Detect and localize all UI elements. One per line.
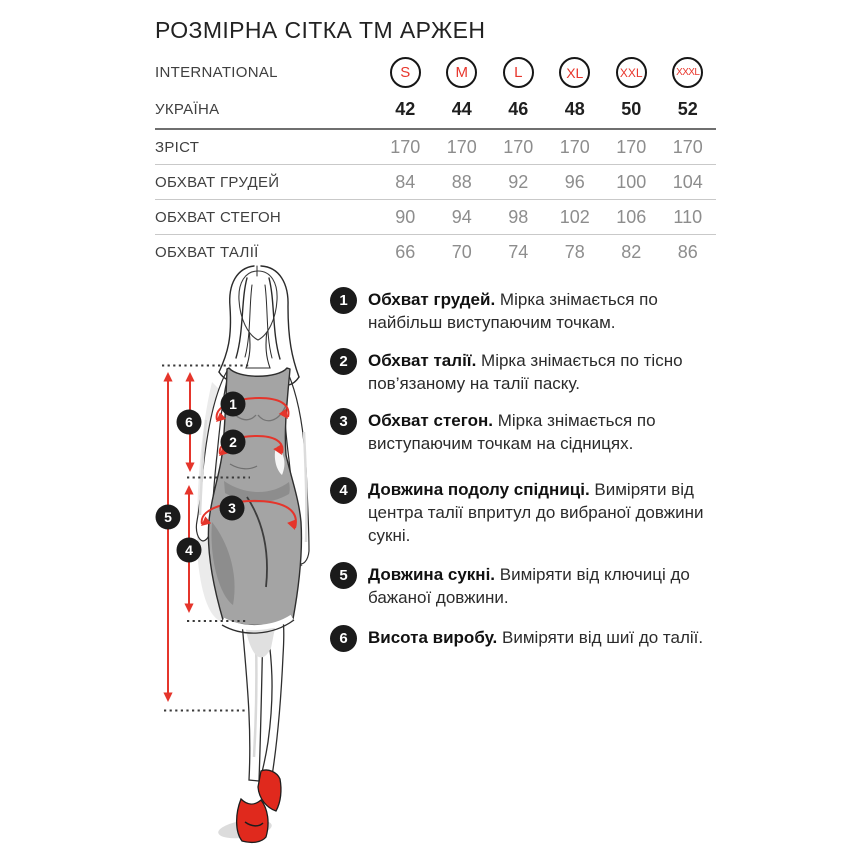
value-cell: 74	[508, 241, 529, 262]
marker-circle-6	[177, 410, 202, 435]
row-label-ukraine: УКРАЇНА	[155, 101, 220, 118]
size-badge-s: S	[390, 57, 421, 88]
instruction-item-5	[330, 563, 720, 609]
table-row-hips	[155, 199, 716, 234]
marker-circle-5	[156, 505, 181, 530]
table-row-bust	[155, 164, 716, 199]
instruction-item-2	[330, 349, 720, 395]
value-cell: 86	[677, 241, 698, 262]
size-cell: 48	[564, 99, 585, 119]
value-cell: 170	[559, 136, 590, 157]
marker-circle-2	[221, 430, 246, 455]
instruction-text	[368, 288, 720, 334]
page-title: РОЗМІРНА СІТКА ТМ АРЖЕН	[155, 17, 486, 43]
value-cell: 70	[451, 241, 472, 262]
figure-illustration-wrap	[140, 260, 340, 850]
instruction-number-badge: 3	[330, 408, 357, 435]
instruction-number-badge: 1	[330, 287, 357, 314]
marker-number: 4	[185, 542, 193, 558]
size-cell	[660, 57, 717, 88]
instruction-number-badge: 4	[330, 477, 357, 504]
marker-circle-1	[221, 392, 246, 417]
instruction-number-badge: 5	[330, 562, 357, 589]
size-badge-xxl: XXL	[616, 57, 647, 88]
instruction-item-1	[330, 288, 720, 334]
instruction-body: Виміряти від шиї до талії.	[502, 628, 704, 647]
size-badge-l: L	[503, 57, 534, 88]
instruction-title: Обхват грудей.	[368, 290, 496, 309]
instruction-number-badge: 2	[330, 348, 357, 375]
value-cell: 82	[621, 241, 642, 262]
instruction-title: Обхват талії.	[368, 351, 477, 370]
instruction-title: Довжина подолу спідниці.	[368, 480, 590, 499]
row-label: ОБХВАТ ГРУДЕЙ	[155, 173, 280, 191]
row-label: ЗРІСТ	[155, 138, 200, 156]
table-row-height	[155, 128, 716, 164]
size-cell	[547, 57, 604, 88]
value-cell: 170	[390, 136, 421, 157]
instruction-body: Мірка знімається по виступаючим точкам на сідницях.	[368, 411, 656, 453]
instruction-body: Мірка знімається по найбільш виступаючим точкам.	[368, 290, 658, 332]
instruction-number-badge: 6	[330, 625, 357, 652]
face	[239, 271, 277, 340]
value-cell: 84	[395, 171, 416, 192]
row-label-international: INTERNATIONAL	[155, 64, 278, 81]
size-cell	[490, 57, 547, 88]
size-badge-m: M	[446, 57, 477, 88]
value-cell: 78	[564, 241, 585, 262]
value-cell: 100	[616, 171, 647, 192]
value-cell: 170	[672, 136, 703, 157]
instruction-text	[368, 563, 720, 609]
row-label: ОБХВАТ ТАЛІЇ	[155, 243, 259, 261]
marker-number: 5	[164, 509, 172, 525]
red-shoes	[237, 770, 281, 842]
instruction-item-6	[330, 626, 720, 652]
value-cell: 94	[451, 206, 472, 227]
value-cell: 104	[672, 171, 703, 192]
instruction-text	[368, 478, 720, 547]
table-row-international	[155, 54, 716, 91]
size-cell: 50	[621, 99, 642, 119]
instruction-text	[368, 626, 720, 649]
value-cell: 66	[395, 241, 416, 262]
instruction-title: Довжина сукні.	[368, 565, 496, 584]
marker-number: 6	[185, 414, 193, 430]
size-cell	[377, 57, 434, 88]
woman-measurement-figure	[140, 260, 340, 850]
marker-circle-3	[220, 496, 245, 521]
instruction-title: Обхват стегон.	[368, 411, 493, 430]
instruction-body: Виміряти від ключиці до бажаної довжини.	[368, 565, 690, 607]
value-cell: 88	[451, 171, 472, 192]
size-cell: 44	[451, 99, 472, 119]
table-row-ukraine	[155, 91, 716, 128]
value-cell: 102	[559, 206, 590, 227]
marker-number: 1	[229, 396, 237, 412]
instruction-text	[368, 349, 720, 395]
size-badge-xl: XL	[559, 57, 590, 88]
size-badge-xxxl: XXXL	[672, 57, 703, 88]
value-cell: 90	[395, 206, 416, 227]
value-cell: 170	[616, 136, 647, 157]
size-cell: 42	[395, 99, 416, 119]
instruction-title: Висота виробу.	[368, 628, 498, 647]
value-cell: 96	[564, 171, 585, 192]
value-cell: 170	[446, 136, 477, 157]
instruction-body: Мірка знімається по тісно пов’язаному на талії паску.	[368, 351, 683, 393]
value-cell: 98	[508, 206, 529, 227]
marker-number: 2	[229, 434, 237, 450]
row-label: ОБХВАТ СТЕГОН	[155, 208, 282, 226]
value-cell: 170	[503, 136, 534, 157]
size-table	[155, 54, 716, 269]
size-cell: 46	[508, 99, 529, 119]
size-cell: 52	[677, 99, 698, 119]
value-cell: 110	[673, 206, 703, 227]
size-cell	[434, 57, 491, 88]
instruction-body: Виміряти від центра талії впритул до вибраної довжини сукні.	[368, 480, 704, 545]
marker-number: 3	[228, 500, 236, 516]
value-cell: 106	[616, 206, 647, 227]
value-cell: 92	[508, 171, 529, 192]
instruction-item-4	[330, 478, 720, 547]
instruction-text	[368, 409, 720, 455]
marker-circle-4	[177, 538, 202, 563]
instruction-item-3	[330, 409, 720, 455]
size-cell	[603, 57, 660, 88]
